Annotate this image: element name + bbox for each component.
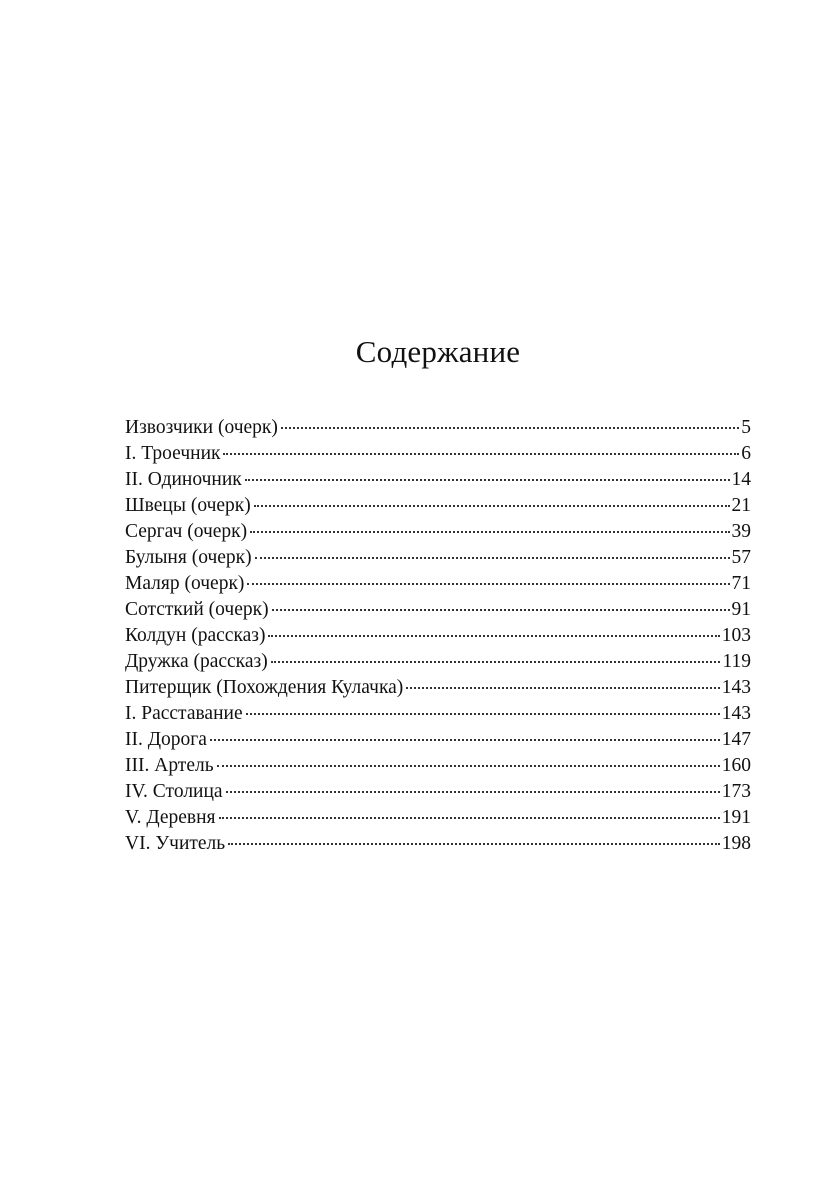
toc-entry-page: 71 — [731, 573, 751, 594]
toc-entry-label: V. Деревня — [125, 807, 216, 828]
dot-leader — [247, 583, 729, 585]
dot-leader — [217, 765, 720, 767]
toc-entry-page: 198 — [721, 833, 751, 854]
toc-entry[interactable] — [125, 701, 751, 727]
toc-entry-page: 21 — [731, 495, 751, 516]
toc-entry-label: Швецы (очерк) — [125, 495, 251, 516]
toc-entry[interactable] — [125, 727, 751, 753]
toc-entry[interactable] — [125, 805, 751, 831]
dot-leader — [271, 661, 721, 663]
toc-entry-label: Маляр (очерк) — [125, 573, 245, 594]
toc-entry-page: 39 — [731, 521, 751, 542]
dot-leader — [250, 531, 729, 533]
dot-leader — [226, 791, 720, 793]
toc-entry[interactable] — [125, 649, 751, 675]
toc-entry-page: 6 — [741, 443, 751, 464]
toc-entry-label: Дружка (рассказ) — [125, 651, 268, 672]
toc-entry[interactable] — [125, 675, 751, 701]
toc-entry[interactable] — [125, 779, 751, 805]
toc-entry-label: IV. Столица — [125, 781, 223, 802]
toc-entry[interactable] — [125, 441, 751, 467]
toc-entry[interactable] — [125, 571, 751, 597]
toc-entry-page: 14 — [731, 469, 751, 490]
dot-leader — [268, 635, 719, 637]
toc-entry-page: 143 — [721, 677, 751, 698]
toc-entry-page: 147 — [721, 729, 751, 750]
dot-leader — [210, 739, 720, 741]
toc-entry-page: 57 — [731, 547, 751, 568]
toc-entry[interactable] — [125, 493, 751, 519]
toc-entry-label: II. Дорога — [125, 729, 207, 750]
toc-entry[interactable] — [125, 545, 751, 571]
dot-leader — [246, 713, 720, 715]
toc-entry-label: Питерщик (Похождения Кулачка) — [125, 677, 404, 698]
toc-entry[interactable] — [125, 597, 751, 623]
dot-leader — [272, 609, 730, 611]
toc-entry-label: II. Одиночник — [125, 469, 242, 490]
toc-entry-page: 91 — [731, 599, 751, 620]
dot-leader — [255, 557, 730, 559]
toc-entry[interactable] — [125, 519, 751, 545]
toc-entry-label: Колдун (рассказ) — [125, 625, 266, 646]
toc-entry-page: 191 — [721, 807, 751, 828]
toc-entry-page: 103 — [721, 625, 751, 646]
page-title: Содержание — [355, 334, 521, 369]
toc-entry[interactable] — [125, 623, 751, 649]
toc-entry-label: Сергач (очерк) — [125, 521, 248, 542]
toc-entry-label: I. Троечник — [125, 443, 221, 464]
dot-leader — [245, 479, 730, 481]
toc-entry-label: Извозчики (очерк) — [125, 417, 278, 438]
toc-entry-page: 143 — [721, 703, 751, 724]
toc-entry-page: 160 — [721, 755, 751, 776]
toc-entry-page: 5 — [741, 417, 751, 438]
dot-leader — [228, 843, 720, 845]
toc-entry[interactable] — [125, 831, 751, 857]
toc-entry[interactable] — [125, 753, 751, 779]
dot-leader — [223, 453, 739, 455]
dot-leader — [254, 505, 730, 507]
dot-leader — [219, 817, 720, 819]
toc-entry[interactable] — [125, 467, 751, 493]
toc-entry-label: III. Артель — [125, 755, 214, 776]
table-of-contents — [125, 415, 751, 857]
dot-leader — [281, 427, 739, 429]
toc-entry-label: Булыня (очерк) — [125, 547, 252, 568]
toc-entry-label: I. Расставание — [125, 703, 243, 724]
toc-entry-label: Сотсткий (очерк) — [125, 599, 269, 620]
toc-entry-page: 173 — [721, 781, 751, 802]
toc-entry[interactable] — [125, 415, 751, 441]
dot-leader — [406, 687, 719, 689]
toc-entry-label: VI. Учитель — [125, 833, 226, 854]
toc-entry-page: 119 — [722, 651, 751, 672]
